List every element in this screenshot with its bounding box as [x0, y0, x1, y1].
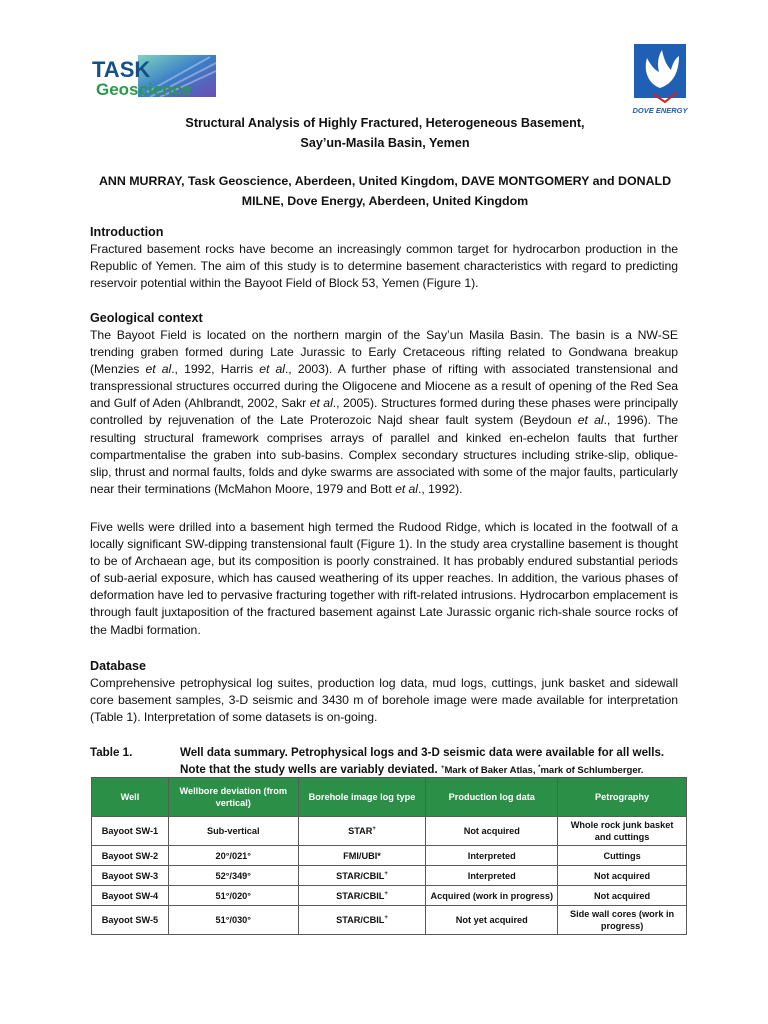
title-line-1: Structural Analysis of Highly Fractured, Heterogeneous Basement, [185, 116, 585, 130]
authors-line-1: ANN MURRAY, Task Geoscience, Aberdeen, United Kingdom, DAVE MONTGOMERY and DONALD [98, 174, 672, 188]
header-deviation: Wellbore deviation (from vertical) [168, 778, 298, 817]
cell-petrography: Not acquired [558, 886, 687, 906]
cell-petrography: Side wall cores (work in progress) [558, 906, 687, 935]
cell-production-log: Interpreted [426, 866, 558, 886]
header-petrography: Petrography [558, 778, 687, 817]
task-geoscience-logo [90, 55, 218, 101]
title-line-2: Say’un-Masila Basin, Yemen [300, 136, 470, 150]
dove-energy-logo [631, 44, 689, 116]
introduction-heading: Introduction [90, 225, 164, 239]
cell-petrography: Not acquired [558, 866, 687, 886]
cell-well: Bayoot SW-5 [92, 906, 169, 935]
cell-production-log: Interpreted [426, 846, 558, 866]
introduction-paragraph: Fractured basement rocks have become an increasingly common target for hydrocarbon production in the Republic of Yemen. The aim of this study is to determine basement characteristics with regard to predicting reservoir potential within the Bayoot Field of Block 53, Yemen (Figure 1). [90, 242, 678, 291]
task-logo-text-1: TASK [92, 57, 151, 82]
cell-well: Bayoot SW-1 [92, 817, 169, 846]
header-well: Well [92, 778, 169, 817]
well-data-table [91, 777, 687, 935]
cell-image-log: STAR+ [298, 817, 426, 846]
cell-petrography: Cuttings [558, 846, 687, 866]
header-image-log: Borehole image log type [298, 778, 426, 817]
cell-image-log: STAR/CBIL+ [298, 866, 426, 886]
table-row [92, 906, 687, 935]
cell-well: Bayoot SW-2 [92, 846, 169, 866]
cell-image-log: FMI/UBI* [298, 846, 426, 866]
cell-well: Bayoot SW-3 [92, 866, 169, 886]
cell-deviation: 51°/030° [168, 906, 298, 935]
cell-production-log: Not yet acquired [426, 906, 558, 935]
cell-image-log: STAR/CBIL+ [298, 906, 426, 935]
geological-context-heading: Geological context [90, 311, 203, 325]
geological-context-paragraph-2: Five wells were drilled into a basement high termed the Rudood Ridge, which is located in the footwall of a locally significant SW-dipping transtensional fault (Figure 1). In the study area crystalline basement is thought to be of Archaean age, but its composition is poorly constrained. It has probably endured substantial periods of sub-aerial exposure, which has caused weathering of its upper reaches. In addition, the various phases of deformation have led to pervasive fracturing together with rift-related intrusions. Hydrocarbon emplacement is through fault juxtaposition of the fractured basement against Late Jurassic organic rich-shale source rocks of the Madbi formation. [90, 520, 678, 637]
cell-deviation: 20°/021° [168, 846, 298, 866]
cell-deviation: 52°/349° [168, 866, 298, 886]
cell-deviation: Sub-vertical [168, 817, 298, 846]
table-row [92, 886, 687, 906]
table-label: Table 1. [90, 746, 133, 759]
authors-line-2: MILNE, Dove Energy, Aberdeen, United Kingdom [241, 194, 529, 208]
dove-logo-caption: DOVE ENERGY [632, 106, 688, 115]
cell-well: Bayoot SW-4 [92, 886, 169, 906]
table-row [92, 866, 687, 886]
database-heading: Database [90, 659, 147, 673]
cell-petrography: Whole rock junk basket and cuttings [558, 817, 687, 846]
cell-deviation: 51°/020° [168, 886, 298, 906]
table-caption: Well data summary. Petrophysical logs and 3-D seismic data were available for all wells. Note that the study wells are variably deviated. +Mark of Baker Atlas, *mark of Schlumberger. [180, 746, 665, 776]
paper-title [80, 113, 690, 153]
geological-context-paragraph-1: The Bayoot Field is located on the northern margin of the Say’un Masila Basin. The basin is a NW-SE trending graben formed during Late Jurassic to Early Cretaceous rifting related to Gondwana breakup (Menzies et al., 1992, Harris et al., 2003). A further phase of rifting with associated transtensional and transpressional structures occurred during the Oligocene and Miocene as a result of opening of the Red Sea and Gulf of Aden (Ahlbrandt, 2002, Sakr et al., 2005). Structures formed during these phases were principally controlled by rejuvenation of the Late Proterozoic Najd shear fault system (Beydoun et al., 1996). The resulting structural framework comprises arrays of parallel and kinked en-echelon faults that further compartmentalise the graben into sub-basins. Complex secondary structures including strike-slip, oblique-slip, thrust and normal faults, folds and dyke swarms are associated with some of the major faults, particularly near their terminations (McMahon Moore, 1979 and Bott et al., 1992). [90, 328, 678, 496]
cell-production-log: Acquired (work in progress) [426, 886, 558, 906]
author-block [80, 171, 690, 211]
table-row [92, 817, 687, 846]
database-paragraph: Comprehensive petrophysical log suites, production log data, mud logs, cuttings, junk basket and sidewall core basement samples, 3-D seismic and 3430 m of borehole image were made available for interpretation (Table 1). Interpretation of some datasets is on-going. [90, 676, 678, 725]
cell-image-log: STAR/CBIL+ [298, 886, 426, 906]
table-row [92, 846, 687, 866]
task-logo-text-2: Geoscience [96, 80, 192, 99]
header-production-log: Production log data [426, 778, 558, 817]
table-header-row [92, 778, 687, 817]
cell-production-log: Not acquired [426, 817, 558, 846]
